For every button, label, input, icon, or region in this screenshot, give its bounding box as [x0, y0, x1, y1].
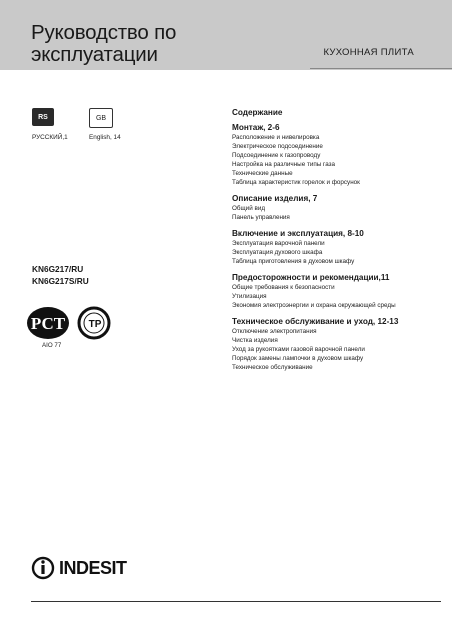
toc-item: Общие требования к безопасности [232, 284, 335, 291]
toc-item: Чистка изделия [232, 337, 278, 344]
brand-logo [31, 556, 127, 580]
model-number: KN6G217S/RU [32, 276, 89, 286]
language-label-rs: РУССКИЙ,1 [32, 134, 68, 141]
indesit-logo-icon [31, 556, 55, 580]
toc-item: Таблица приготовления в духовом шкафу [232, 258, 355, 265]
toc-item: Подсоединение к газопроводу [232, 152, 321, 159]
toc-item: Таблица характеристик горелок и форсунок [232, 179, 360, 186]
toc-sections [232, 123, 442, 372]
toc-section-title: Включение и эксплуатация, 8-10 [232, 229, 364, 238]
tr-certification-icon [74, 306, 114, 340]
toc-section-title: Техническое обслуживание и уход, 12-13 [232, 317, 399, 326]
model-list [32, 263, 89, 287]
toc-item: Электрическое подсоединение [232, 143, 323, 150]
language-badge-rs: RS [32, 108, 54, 126]
page-title [31, 22, 176, 66]
toc-item: Эксплуатация духового шкафа [232, 249, 323, 256]
model-number: KN6G217/RU [32, 264, 84, 274]
toc-item: Порядок замены лампочки в духовом шкафу [232, 355, 364, 362]
title-line-1: Руководство по [31, 21, 177, 44]
toc-item: Утилизация [232, 293, 267, 300]
brand-name: INDESIT [59, 557, 127, 578]
toc-section [232, 317, 442, 372]
toc-item: Техническое обслуживание [232, 364, 313, 371]
toc-section-title: Предосторожности и рекомендации,11 [232, 273, 390, 282]
rst-certification-icon [26, 306, 70, 340]
toc-section [232, 273, 442, 310]
toc-item: Общий вид [232, 205, 266, 212]
toc-item: Отключение электропитания [232, 328, 317, 335]
header-divider [310, 68, 452, 69]
toc-item: Настройка на различные типы газа [232, 161, 336, 168]
toc-item: Расположение и нивелировка [232, 134, 320, 141]
language-badge-gb: GB [89, 108, 113, 128]
tr-mark-label: ТР [88, 319, 102, 330]
toc-item: Эксплуатация варочной панели [232, 240, 325, 247]
language-label-gb: English, 14 [89, 134, 121, 141]
svg-text:РСТ: РСТ [30, 314, 66, 333]
product-type: КУХОННАЯ ПЛИТА [323, 47, 414, 58]
table-of-contents [232, 108, 442, 379]
toc-heading: Содержание [232, 108, 283, 117]
toc-section-title: Описание изделия, 7 [232, 194, 318, 203]
toc-item: Уход за рукоятками газовой варочной панели [232, 346, 365, 353]
toc-section-title: Монтаж, 2-6 [232, 123, 280, 132]
toc-item: Панель управления [232, 214, 290, 221]
toc-item: Технические данные [232, 170, 293, 177]
footer-divider [31, 601, 441, 602]
title-line-2: эксплуатации [31, 43, 158, 66]
toc-item: Экономия электроэнергии и охрана окружающей среды [232, 302, 396, 309]
toc-section [232, 229, 442, 266]
certification-code: AIO 77 [42, 342, 62, 349]
toc-section [232, 123, 442, 187]
toc-section [232, 194, 442, 222]
